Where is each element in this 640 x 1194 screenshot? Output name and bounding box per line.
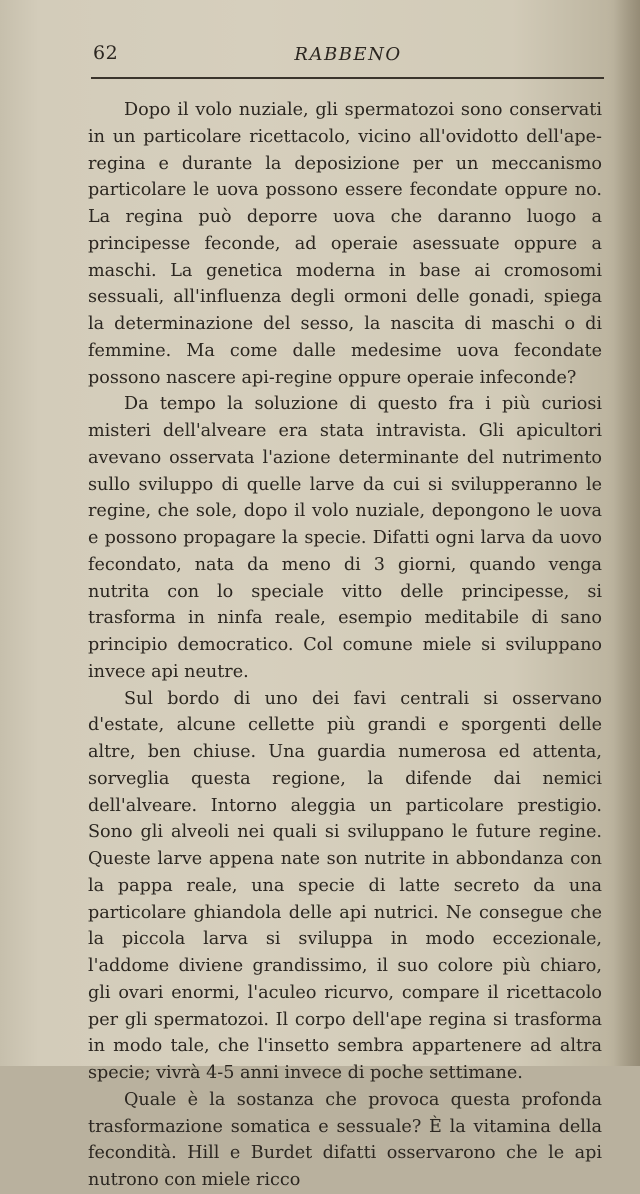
paragraph-3: Sul bordo di uno dei favi centrali si osservano d'estate, alcune cellette più grandi e sporgenti delle altre, ben chiuse. Una guardia numerosa ed attenta, sorveglia questa regione, la difende dai nemici dell'alveare. Intorno aleggia un particolare prestigio. Sono gli alveoli nei quali si sviluppano le future regine. Queste larve appena nate son nutrite in abbondanza con la pappa reale, una specie di latte secreto da una particolare ghiandola delle api nutrici. Ne consegue che la piccola larva si sviluppa in modo eccezionale, l'addome diviene grandissimo, il suo colore più chiaro, gli ovari enormi, l'aculeo ricurvo, compare il ricettacolo per gli spermatozoi. Il corpo dell'ape regina si trasforma in modo tale, che l'insetto sembra appartenere ad altra specie; vivrà 4-5 anni invece di poche settimane. [88,688,602,1083]
running-title: RABBENO [294,44,402,65]
paragraph-2: Da tempo la soluzione di questo fra i più curiosi misteri dell'alveare era stata intravista. Gli apicultori avevano osservata l'azione determinante del nutrimento sullo sviluppo di quelle larve da cui si svilupperanno le regine, che sole, dopo il volo nuziale, depongono le uova e possono propagare la specie. Difatti ogni larva da uovo fecondato, nata da meno di 3 giorni, quando venga nutrita con lo speciale vitto delle principesse, si trasforma in ninfa reale, esempio meditabile di sano principio democratico. Col comune miele si sviluppano invece api neutre. [88,394,602,682]
body-text [88,97,602,1194]
page-number: 62 [93,42,119,64]
page-header [93,42,603,70]
paragraph-4: Quale è la sostanza che provoca questa profonda trasformazione somatica e sessuale? È la vitamina della fecondità. Hill e Burdet difatti osservarono che le api nutrono con miele ricco [88,1089,602,1190]
header-rule [91,77,604,79]
paragraph-1: Dopo il volo nuziale, gli spermatozoi sono conservati in un particolare ricettacolo, vicino all'ovidotto dell'ape-regina e durante la deposizione per un meccanismo particolare le uova possono essere fecondate oppure no. La regina può deporre uova che daranno luogo a principesse feconde, ad operaie asessuate oppure a maschi. La genetica moderna in base ai cromosomi sessuali, all'influenza degli ormoni delle gonadi, spiega la determinazione del sesso, la nascita di maschi o di femmine. Ma come dalle medesime uova fecondate possono nascere api-regine oppure operaie infeconde? [88,100,602,388]
page-edge-shadow [614,0,640,1066]
